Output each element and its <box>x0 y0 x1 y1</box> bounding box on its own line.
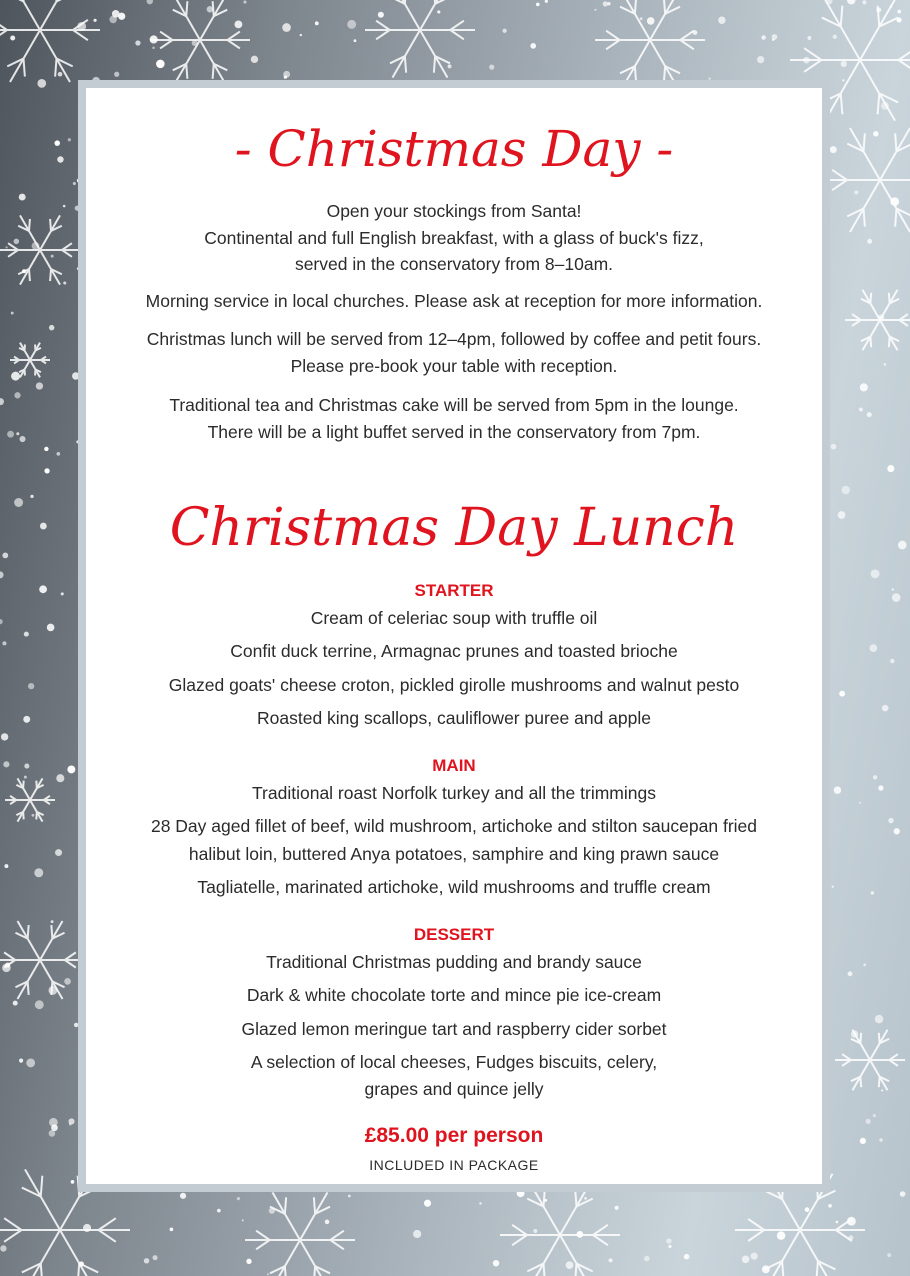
snow-dot <box>32 814 35 817</box>
snow-dot <box>888 818 893 823</box>
intro-line: served in the conservatory from 8–10am. <box>294 254 614 274</box>
intro-line: Continental and full English breakfast, with a glass of buck's fizz, <box>204 228 704 248</box>
snow-dot <box>28 683 34 689</box>
snow-dot <box>10 36 15 41</box>
snow-dot <box>58 72 63 77</box>
snowflake-icon <box>150 0 250 83</box>
snowflake-icon <box>820 128 910 232</box>
intro-line: There will be a light buffet served in the conservatory from 7pm. <box>207 422 701 442</box>
snow-dot <box>833 35 837 39</box>
snow-dot <box>37 79 46 88</box>
snow-dot <box>315 21 319 25</box>
page-title: - Christmas Day - <box>234 120 674 178</box>
snow-dot <box>867 412 872 417</box>
snow-dot <box>530 43 536 49</box>
snow-dot <box>742 1256 750 1264</box>
snow-dot <box>869 644 877 652</box>
snow-dot <box>39 585 47 593</box>
snow-dot <box>348 1195 351 1198</box>
snow-dot <box>836 1221 839 1224</box>
snow-dot <box>777 1231 785 1239</box>
lunch-title: Christmas Day Lunch <box>169 498 739 558</box>
snow-dot <box>847 0 855 4</box>
snow-dot <box>828 1204 832 1208</box>
snow-dot <box>63 205 66 208</box>
intro-line: Open your stockings from Santa! <box>326 201 582 221</box>
snow-dot <box>718 17 725 24</box>
snow-dot <box>2 641 6 645</box>
intro-line: Traditional tea and Christmas cake will be served from 5pm in the lounge. <box>169 395 739 415</box>
snow-dot <box>26 1059 35 1068</box>
snow-dot <box>5 246 7 248</box>
snow-dot <box>761 35 766 40</box>
snowflake-icon <box>0 215 80 284</box>
menu-item: Glazed lemon meringue tart and raspberry cider sorbet <box>241 1019 667 1039</box>
snow-dot <box>19 436 25 442</box>
snow-dot <box>503 29 507 33</box>
snow-dot <box>0 571 4 578</box>
menu-item: grapes and quince jelly <box>364 1079 544 1099</box>
snow-dot <box>839 691 845 697</box>
snow-dot <box>73 182 76 185</box>
snow-dot <box>24 776 27 779</box>
snow-dot <box>437 10 440 13</box>
snow-dot <box>892 588 894 590</box>
snow-dot <box>887 1253 891 1257</box>
menu-item: 28 Day aged fillet of beef, wild mushroom, artichoke and stilton saucepan fried <box>150 816 758 836</box>
snow-dot <box>36 382 43 389</box>
snow-dot <box>566 1261 574 1269</box>
snow-dot <box>493 1260 499 1266</box>
snow-dot <box>807 36 811 40</box>
snow-dot <box>170 1228 174 1232</box>
snow-dot <box>859 802 861 804</box>
snow-dot <box>246 1259 251 1264</box>
intro-line: Please pre-book your table with reception. <box>290 356 618 376</box>
snow-dot <box>584 1197 587 1200</box>
menu-item: Glazed goats' cheese croton, pickled girolle mushrooms and walnut pesto <box>168 675 740 695</box>
snow-dot <box>860 383 868 391</box>
menu-item: Traditional roast Norfolk turkey and all the trimmings <box>252 783 656 803</box>
snow-dot <box>668 1245 671 1248</box>
snow-dot <box>47 624 55 632</box>
snow-dot <box>56 774 64 782</box>
snow-dot <box>347 20 356 29</box>
menu-item: halibut loin, buttered Anya potatoes, samphire and king prawn sauce <box>188 844 720 864</box>
price-note: INCLUDED IN PACKAGE <box>369 1157 539 1173</box>
snow-dot <box>898 541 907 550</box>
snow-dot <box>609 1258 613 1262</box>
snow-dot <box>841 486 850 495</box>
snow-dot <box>14 498 23 507</box>
snow-dot <box>772 39 774 41</box>
snow-dot <box>34 868 43 877</box>
snow-dot <box>112 10 120 18</box>
snow-dot <box>830 146 837 153</box>
snow-dot <box>13 1001 18 1006</box>
snow-dot <box>881 1089 883 1091</box>
snow-dot <box>838 511 846 519</box>
menu-item: Cream of celeriac soup with truffle oil <box>310 608 598 628</box>
snow-dot <box>883 363 886 366</box>
snowflake-icon <box>595 0 705 88</box>
snow-dot <box>887 465 894 472</box>
snow-dot <box>0 398 4 405</box>
snow-dot <box>603 1 608 6</box>
snow-dot <box>873 775 877 779</box>
snow-dot <box>867 239 872 244</box>
snow-dot <box>448 64 452 68</box>
snow-dot <box>1 733 8 740</box>
snowflake-icon <box>0 921 85 999</box>
snow-dot <box>64 978 71 985</box>
snow-dot <box>866 1119 871 1124</box>
snow-dot <box>57 156 63 162</box>
snow-dot <box>684 1254 690 1260</box>
snow-dot <box>40 523 47 530</box>
main-heading: MAIN <box>432 756 476 775</box>
snow-dot <box>30 495 33 498</box>
snow-dot <box>282 23 291 32</box>
menu-item: Traditional Christmas pudding and brandy sauce <box>266 952 642 972</box>
snow-dot <box>897 10 901 14</box>
snow-dot <box>7 431 14 438</box>
snow-dot <box>147 0 153 4</box>
snow-dot <box>242 1219 244 1221</box>
snow-dot <box>93 19 96 22</box>
snow-dot <box>234 20 242 28</box>
menu-item: Roasted king scallops, cauliflower puree and apple <box>257 708 651 728</box>
snow-dot <box>61 592 64 595</box>
snowflake-icon <box>245 1192 355 1276</box>
snow-dot <box>237 1197 240 1200</box>
snow-dot <box>44 468 49 473</box>
snow-dot <box>217 1209 221 1213</box>
intro-line: Morning service in local churches. Please ask at reception for more information. <box>145 291 763 311</box>
snow-dot <box>180 1193 186 1199</box>
snow-dot <box>63 281 66 284</box>
snow-dot <box>479 1202 482 1205</box>
snow-dot <box>3 761 9 767</box>
snow-dot <box>24 764 29 769</box>
snow-dot <box>243 0 246 3</box>
snow-dot <box>144 1258 149 1263</box>
snow-dot <box>644 1256 650 1262</box>
snow-dot <box>16 432 19 435</box>
snow-dot <box>862 0 866 4</box>
snow-dot <box>57 452 61 456</box>
snow-dot <box>325 1220 330 1225</box>
snow-dot <box>489 65 494 70</box>
snow-dot <box>19 194 26 201</box>
snow-dot <box>378 12 384 18</box>
snow-dot <box>545 0 548 3</box>
snow-dot <box>832 886 834 888</box>
snow-dot <box>353 39 356 42</box>
snow-dot <box>11 312 14 315</box>
snow-dot <box>152 46 155 49</box>
snow-dot <box>615 1206 619 1210</box>
snow-dot <box>871 891 874 894</box>
snow-dot <box>54 140 60 146</box>
snow-dot <box>536 3 540 7</box>
snow-dot <box>23 716 30 723</box>
snow-dot <box>875 1015 884 1024</box>
snow-dot <box>878 785 883 790</box>
snow-dot <box>156 60 165 69</box>
snowflake-icon <box>500 1183 620 1276</box>
snow-dot <box>834 786 842 794</box>
dessert-heading: DESSERT <box>413 925 495 944</box>
snow-dot <box>533 1229 537 1233</box>
snow-dot <box>51 255 54 258</box>
snow-dot <box>51 920 54 923</box>
snow-dot <box>860 1138 866 1144</box>
snow-dot <box>863 964 866 967</box>
menu-item: Dark & white chocolate torte and mince pie ice-cream <box>246 985 662 1005</box>
snow-dot <box>757 56 764 63</box>
snow-dot <box>11 372 20 381</box>
snow-dot <box>640 17 643 20</box>
snow-dot <box>69 1123 72 1126</box>
snow-dot <box>879 1138 883 1142</box>
snowflake-icon <box>365 0 475 78</box>
snow-dot <box>841 61 847 67</box>
snow-dot <box>900 1191 906 1197</box>
snow-dot <box>135 40 140 45</box>
snow-dot <box>842 79 844 81</box>
snow-dot <box>2 552 8 558</box>
snow-dot <box>890 659 895 664</box>
snow-dot <box>14 239 19 244</box>
snow-dot <box>24 632 29 637</box>
snow-dot <box>49 1130 56 1137</box>
snow-dot <box>666 1238 671 1243</box>
snow-dot <box>4 864 8 868</box>
snow-dot <box>647 17 655 25</box>
snow-dot <box>55 849 62 856</box>
snow-dot <box>283 71 290 78</box>
snow-dot <box>251 56 258 63</box>
snow-dot <box>859 408 863 412</box>
snow-dot <box>0 619 3 624</box>
snow-dot <box>848 971 853 976</box>
snow-dot <box>873 131 878 136</box>
snow-dot <box>0 1245 6 1251</box>
snow-dot <box>882 705 889 712</box>
snow-dot <box>71 1180 75 1184</box>
snow-dot <box>152 1255 157 1260</box>
snow-dot <box>49 325 54 330</box>
snowflake-icon <box>845 290 910 351</box>
snow-dot <box>894 828 900 834</box>
menu-card <box>78 80 830 1192</box>
snow-dot <box>594 9 596 11</box>
menu-item: Confit duck terrine, Armagnac prunes and toasted brioche <box>230 641 678 661</box>
snowflake-icon <box>0 0 100 82</box>
snowflake-icon <box>835 1030 905 1091</box>
snow-dot <box>413 1230 421 1238</box>
snow-dot <box>19 1059 23 1063</box>
snow-dot <box>424 1200 431 1207</box>
snow-dot <box>873 1114 876 1117</box>
snow-dot <box>67 766 75 774</box>
menu-item: A selection of local cheeses, Fudges biscuits, celery, <box>250 1052 658 1072</box>
price: £85.00 per person <box>364 1124 544 1147</box>
snow-dot <box>871 569 880 578</box>
starter-heading: STARTER <box>414 581 494 600</box>
snow-dot <box>300 34 302 36</box>
snow-dot <box>854 190 858 194</box>
snowflake-icon <box>5 778 55 821</box>
snow-dot <box>114 72 119 77</box>
menu-item: Tagliatelle, marinated artichoke, wild mushrooms and truffle cream <box>197 877 711 897</box>
snow-dot <box>14 392 20 398</box>
snow-dot <box>892 593 901 602</box>
snow-dot <box>44 447 48 451</box>
snow-dot <box>805 1207 810 1212</box>
intro-line: Christmas lunch will be served from 12–4pm, followed by coffee and petit fours. <box>146 329 762 349</box>
snow-dot <box>68 138 71 141</box>
snow-dot <box>750 1253 757 1260</box>
snow-dot <box>267 1273 269 1275</box>
snow-dot <box>35 1000 44 1009</box>
snow-dot <box>49 1118 58 1127</box>
snow-dot <box>831 444 837 450</box>
